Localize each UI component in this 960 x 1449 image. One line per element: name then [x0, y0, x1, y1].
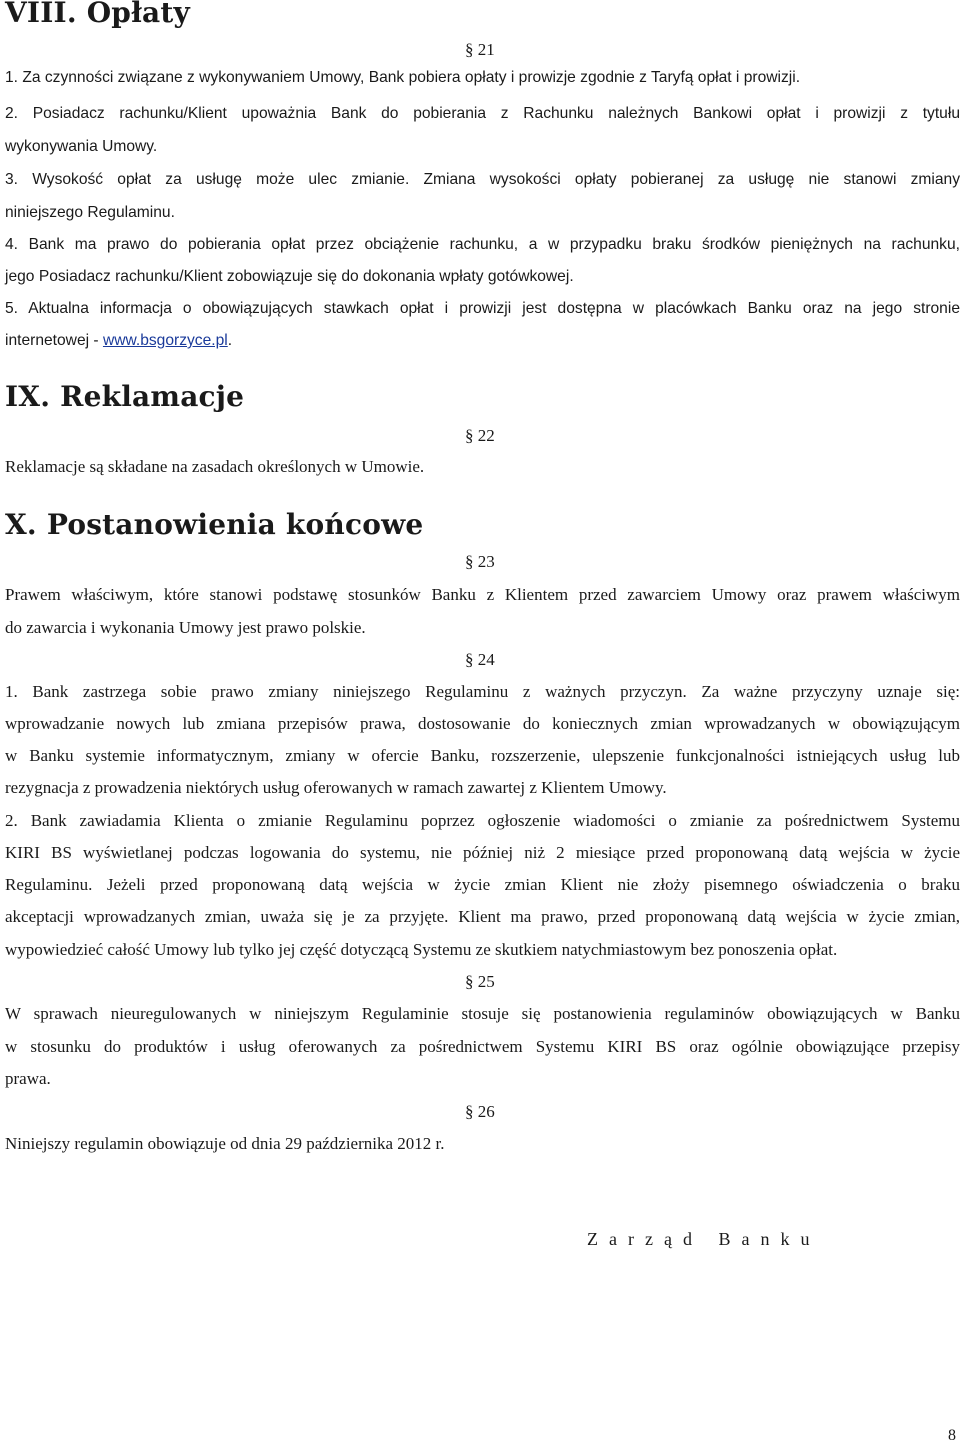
paragraph-number-21: § 21 [465, 40, 495, 59]
p26-line-1: Niniejszy regulamin obowiązuje od dnia 29 października 2012 r. [5, 1134, 445, 1153]
oplaty-item-5-line-2 [5, 331, 960, 351]
reklamacje-text: Reklamacje są składane na zasadach określonych w Umowie. [5, 457, 425, 476]
paragraph-number-22: § 22 [465, 426, 495, 445]
p24-line-8: akceptacji wprowadzanych zmian, uważa się je za przyjęte. Klient ma prawo, przed proponowaną datą wejścia w życie zmian, [5, 907, 960, 926]
p24-line-6: KIRI BS wyświetlanej podczas logowania do systemu, nie później niż 2 miesiące przed proponowaną datą wejścia w życie [5, 843, 960, 862]
oplaty-item-3-line-1: 3. Wysokość opłat za usługę może ulec zmianie. Zmiana wysokości opłaty pobieranej za usługę nie stanowi zmiany [5, 171, 960, 188]
paragraph-number-24: § 24 [465, 650, 495, 669]
section-title-oplaty: VIII. Opłaty [5, 0, 191, 29]
oplaty-item-2-line-2: wykonywania Umowy. [5, 138, 158, 155]
p23-line-1: Prawem właściwym, które stanowi podstawę stosunków Banku z Klientem przed zawarciem Umowy oraz prawem właściwym [5, 585, 960, 604]
oplaty-item-3-line-2: niniejszego Regulaminu. [5, 204, 175, 221]
oplaty-item-5-prefix: internetowej - [5, 332, 103, 349]
p24-line-7: Regulaminu. Jeżeli przed proponowaną datą wejścia w życie zmian Klient nie złoży pisemnego oświadczenia o braku [5, 875, 960, 894]
paragraph-number-26: § 26 [465, 1102, 495, 1121]
p24-line-3: w Banku systemie informatycznym, zmiany w ofercie Banku, rozszerzenie, ulepszenie funkcjonalności istniejących usług lub [5, 746, 960, 765]
paragraph-number-23: § 23 [465, 552, 495, 571]
p23-line-2: do zawarcia i wykonania Umowy jest prawo polskie. [5, 618, 366, 637]
section-title-postanowienia-koncowe: X. Postanowienia końcowe [5, 508, 424, 541]
p24-line-4: rezygnacja z prowadzenia niektórych usług oferowanych w ramach zawartej z Klientem Umowy. [5, 778, 667, 797]
oplaty-item-1: 1. Za czynności związane z wykonywaniem Umowy, Bank pobiera opłaty i prowizje zgodnie z Taryfą opłat i prowizji. [5, 69, 801, 86]
paragraph-number-25: § 25 [465, 972, 495, 991]
p24-line-5: 2. Bank zawiadamia Klienta o zmianie Regulaminu poprzez ogłoszenie wiadomości o zmianie za pośrednictwem Systemu [5, 811, 960, 830]
p25-line-1: W sprawach nieuregulowanych w niniejszym Regulaminie stosuje się postanowienia regulaminów obowiązujących w Banku [5, 1004, 960, 1023]
oplaty-item-5-line-1: 5. Aktualna informacja o obowiązujących stawkach opłat i prowizji jest dostępna w placówkach Banku oraz na jego stronie [5, 300, 960, 317]
p25-line-3: prawa. [5, 1069, 51, 1088]
p24-line-2: wprowadzanie nowych lub zmiana przepisów prawa, dostosowanie do koniecznych zmian wprowadzanych w obowiązującym [5, 714, 960, 733]
oplaty-item-5-suffix: . [227, 332, 233, 349]
p24-line-9: wypowiedzieć całość Umowy lub tylko jej część dotyczącą Systemu ze skutkiem natychmiastowym bez ponoszenia opłat. [5, 940, 838, 959]
p25-line-2: w stosunku do produktów i usług oferowanych za pośrednictwem Systemu KIRI BS oraz ogólnie obowiązujące przepisy [5, 1037, 960, 1056]
section-title-reklamacje: IX. Reklamacje [5, 380, 245, 413]
p24-line-1: 1. Bank zastrzega sobie prawo zmiany niniejszego Regulaminu z ważnych przyczyn. Za ważne przyczyny uznaje się: [5, 682, 960, 701]
oplaty-item-4-line-2: jego Posiadacz rachunku/Klient zobowiązuje się do dokonania wpłaty gotówkowej. [5, 268, 574, 285]
signature-zarzad-banku: Zarząd Banku [587, 1229, 821, 1249]
oplaty-item-4-line-1: 4. Bank ma prawo do pobierania opłat przez obciążenie rachunku, a w przypadku braku środków pieniężnych na rachunku, [5, 236, 960, 253]
page-number: 8 [948, 1427, 956, 1444]
bank-website-link[interactable]: www.bsgorzyce.pl [102, 332, 228, 349]
oplaty-item-2-line-1: 2. Posiadacz rachunku/Klient upoważnia Bank do pobierania z Rachunku należnych Bankowi opłat i prowizji z tytułu [5, 105, 960, 122]
